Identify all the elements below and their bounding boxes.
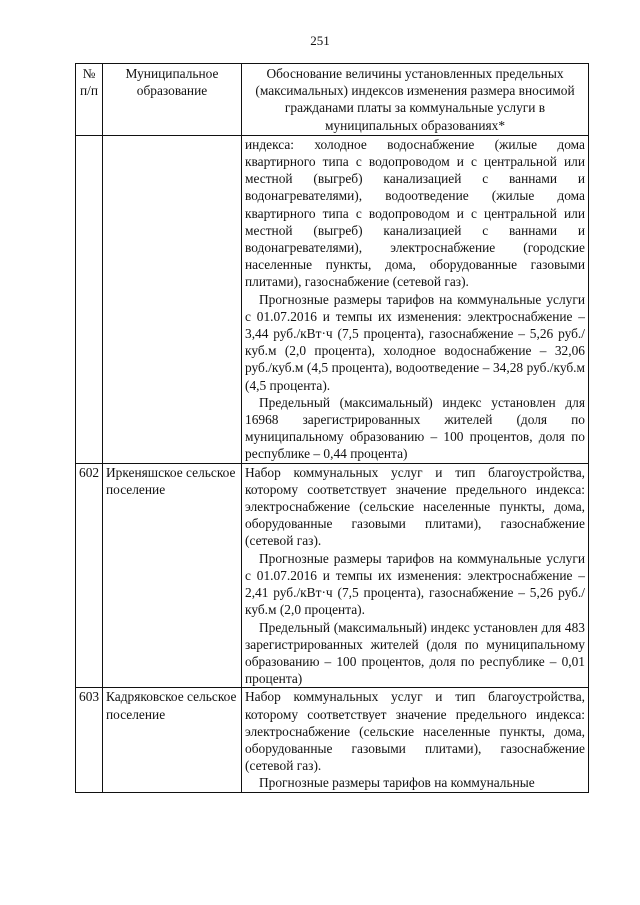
header-justification: Обоснование величины установленных предельных (максимальных) индексов изменения размера вносимой гражданами платы за коммунальные услуги в муниципальных образованиях* <box>242 64 589 136</box>
header-num: № п/п <box>76 64 103 136</box>
justification-paragraph: Предельный (максимальный) индекс установлен для 483 зарегистрированных жителей (доля по муниципальному образованию – 100 процентов, доля по республике – 0,01 процента) <box>245 619 585 687</box>
tariff-index-table <box>75 63 589 793</box>
justification-paragraph: Прогнозные размеры тарифов на коммунальные услуги с 01.07.2016 и темпы их изменения: электроснабжение – 2,41 руб./кВт·ч (7,5 процента), газоснабжение – 5,26 руб./куб.м (2,0 процента). <box>245 550 585 618</box>
justification-paragraph: Предельный (максимальный) индекс установлен для 16968 зарегистрированных жителей (доля по муниципальному образованию – 100 процентов, доля по республике – 0,44 процента) <box>245 394 585 462</box>
table-row <box>76 135 589 463</box>
justification-paragraph: Прогнозные размеры тарифов на коммунальные услуги с 01.07.2016 и темпы их изменения: электроснабжение – 3,44 руб./кВт·ч (7,5 процента), газоснабжение – 5,26 руб./куб.м (2,0 процента), холодное водоснабжение – 32,06 руб./куб.м (4,5 процента), водоотведение – 34,28 руб./куб.м (4,5 процента). <box>245 291 585 393</box>
row-justification <box>242 135 589 463</box>
row-municipality: Иркеняшское сельское поселение <box>103 463 242 688</box>
header-municipality: Муниципальное образование <box>103 64 242 136</box>
table-row <box>76 463 589 688</box>
justification-paragraph: индекса: холодное водоснабжение (жилые дома квартирного типа с водопроводом и с центральной или местной (выгреб) канализацией с ваннами и водонагревателями), водоотведение (жилые дома квартирного типа с водопроводом и с центральной или местной (выгреб) канализацией с ваннами и водонагревателями), электроснабжение (городские населенные пункты, дома, оборудованные газовыми плитами), газоснабжение (сетевой газ). <box>245 136 585 290</box>
justification-paragraph: Набор коммунальных услуг и тип благоустройства, которому соответствует значение предельного индекса: электроснабжение (сельские населенные пункты, дома, оборудованные газовыми плитами), газоснабжение (сетевой газ). <box>245 464 585 549</box>
row-justification <box>242 688 589 792</box>
row-num <box>76 135 103 463</box>
justification-paragraph: Прогнозные размеры тарифов на коммунальные <box>259 775 535 791</box>
page-number: 251 <box>310 33 330 48</box>
row-num: 602 <box>76 463 103 688</box>
table-row <box>76 688 589 792</box>
row-num: 603 <box>76 688 103 792</box>
justification-paragraph: Набор коммунальных услуг и тип благоустройства, которому соответствует значение предельного индекса: электроснабжение (сельские населенные пункты, дома, оборудованные газовыми плитами), газоснабжение (сетевой газ). <box>245 689 585 774</box>
row-justification <box>242 463 589 688</box>
table-header-row <box>76 64 589 136</box>
row-municipality: Кадряковское сельское поселение <box>103 688 242 792</box>
row-municipality <box>103 135 242 463</box>
